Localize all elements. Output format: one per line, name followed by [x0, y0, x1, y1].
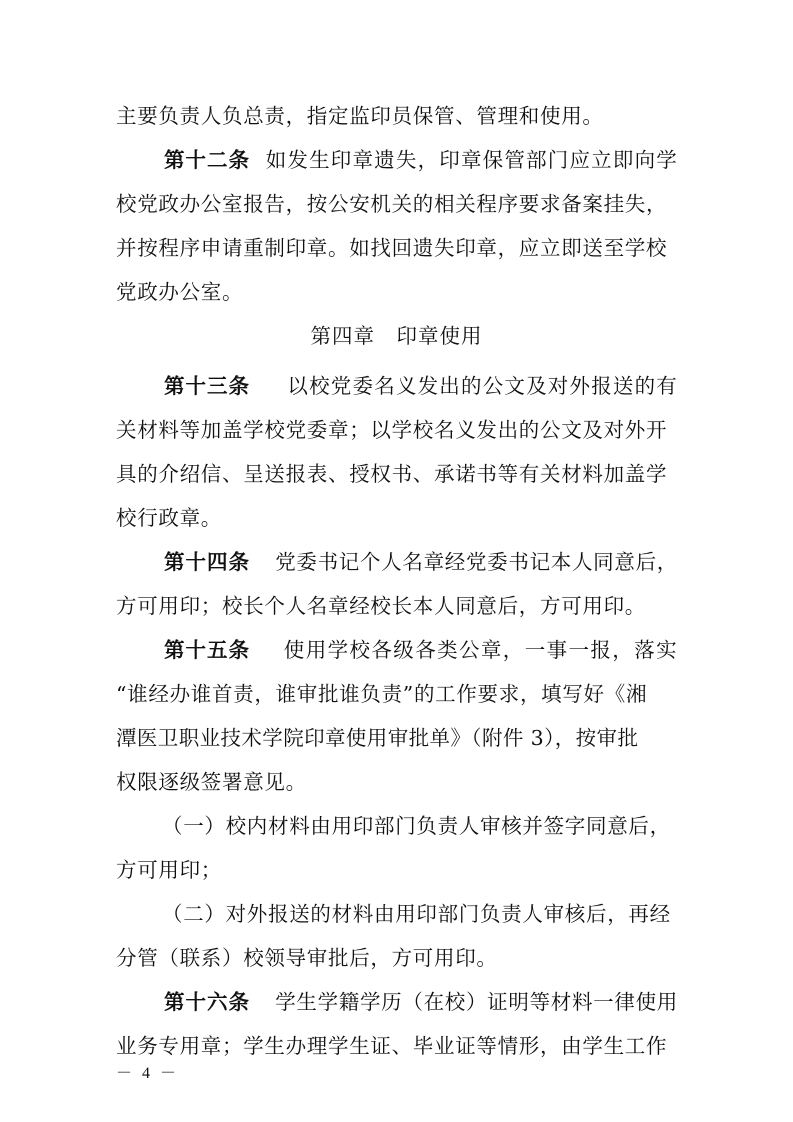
paragraph-line: 方可用印；校长个人名章经校长本人同意后，方可用印。	[116, 594, 646, 618]
paragraph-line: 权限逐级签署意见。	[116, 770, 307, 794]
article-14-first-line: 第十四条 党委书记个人名章经党委书记本人同意后，	[164, 542, 678, 582]
article-label: 第十五条	[164, 638, 250, 662]
paragraph-line: “谁经办谁首责，谁审批谁负责”的工作要求，填写好《湘	[116, 682, 648, 706]
article-16-first-line: 第十六条 学生学籍学历（在校）证明等材料一律使用	[164, 982, 678, 1022]
paragraph-line: 分管（联系）校领导审批后，方可用印。	[116, 946, 498, 970]
article-15-first-line: 第十五条 使用学校各级各类公章，一事一报，落实	[164, 630, 678, 670]
page-number: － 4 －	[116, 1065, 180, 1082]
article-label: 第十三条	[164, 374, 250, 398]
paragraph-line: 关材料等加盖学校党委章；以学校名义发出的公文及对外开	[116, 418, 668, 442]
article-13-first-line: 第十三条 以校党委名义发出的公文及对外报送的有	[164, 366, 678, 406]
article-12-first-line: 第十二条 如发生印章遗失，印章保管部门应立即向学	[164, 140, 678, 180]
paragraph-line: 并按程序申请重制印章。如找回遗失印章，应立即送至学校	[116, 236, 668, 260]
paragraph-line: 党政办公室。	[116, 280, 244, 304]
paragraph-line: （一）校内材料由用印部门负责人审核并签字同意后，	[162, 814, 671, 838]
paragraph-line: 具的介绍信、呈送报表、授权书、承诺书等有关材料加盖学	[116, 462, 668, 486]
paragraph-line: 潭医卫职业技术学院印章使用审批单》（附件 3），按审批	[116, 726, 639, 750]
chapter-heading: 第四章 印章使用	[310, 324, 483, 348]
paragraph-line: （二）对外报送的材料由用印部门负责人审核后，再经	[162, 902, 671, 926]
article-label: 第十四条	[164, 550, 250, 574]
paragraph-line: 主要负责人负总责，指定监印员保管、管理和使用。	[116, 104, 604, 128]
paragraph-line: 校党政办公室报告，按公安机关的相关程序要求备案挂失，	[116, 192, 668, 216]
paragraph-line: 方可用印；	[116, 858, 222, 882]
article-label: 第十二条	[164, 148, 250, 172]
article-label: 第十六条	[164, 990, 250, 1014]
paragraph-line: 校行政章。	[116, 506, 222, 530]
paragraph-line: 业务专用章；学生办理学生证、毕业证等情形，由学生工作	[116, 1034, 668, 1058]
